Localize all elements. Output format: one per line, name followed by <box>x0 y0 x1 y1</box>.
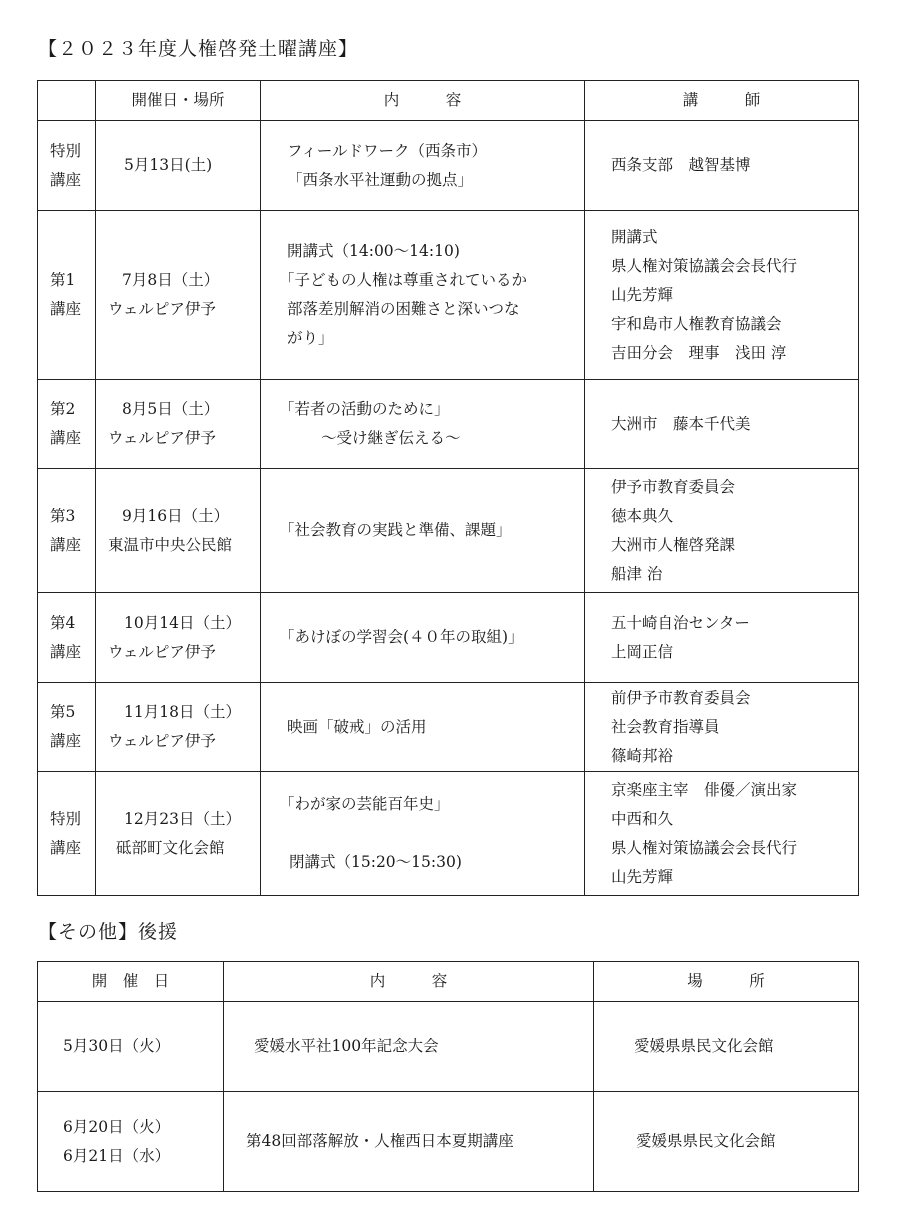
header-content: 内 容 <box>261 81 585 121</box>
lecture-date: 10月14日（土） <box>124 613 241 632</box>
lecture-lecturer: 前伊予市教育委員会 社会教育指導員 篠崎邦裕 <box>585 683 859 772</box>
header-empty <box>38 81 96 121</box>
lecture-date: 11月18日（土） <box>124 703 241 721</box>
table-row <box>38 593 859 683</box>
table-row <box>38 772 859 896</box>
lecture-lecturer: 開講式 県人権対策協議会会長代行 山先芳輝 宇和島市人権教育協議会 吉田分会 理事 浅田 淳 <box>585 211 859 380</box>
table-row <box>38 121 859 211</box>
event-date: 5月30日（火） <box>38 1002 224 1092</box>
event-content: 愛媛水平社100年記念大会 <box>224 1002 594 1092</box>
table-row <box>38 683 859 772</box>
lecture-place: 砥部町文化会館 <box>116 838 225 857</box>
lecture-date-place <box>96 593 261 683</box>
lecture-date: 9月16日（土） <box>122 506 230 525</box>
lecture-label: 第5 講座 <box>38 683 96 772</box>
lecture-date-place <box>96 211 261 380</box>
lecture-place: ウェルピア伊予 <box>108 642 216 661</box>
lecture-label: 第4 講座 <box>38 593 96 683</box>
section-title-seminars: 【２０２３年度人権啓発土曜講座】 <box>38 38 359 60</box>
header-place: 場 所 <box>594 962 859 1002</box>
lecture-content: 「わが家の芸能百年史」 閉講式（15:20～15:30) <box>261 772 585 896</box>
lecture-content: 「社会教育の実践と準備、課題」 <box>261 469 585 593</box>
event-date: 6月20日（火） 6月21日（水） <box>38 1092 224 1192</box>
header-content: 内 容 <box>224 962 594 1002</box>
lecture-lecturer: 京楽座主宰 俳優／演出家 中西和久 県人権対策協議会会長代行 山先芳輝 <box>585 772 859 896</box>
lecture-content: フィールドワーク（西条市） 「西条水平社運動の拠点」 <box>261 121 585 211</box>
lecture-date-place <box>96 772 261 896</box>
lecture-date: 12月23日（土） <box>124 809 241 828</box>
lecture-lecturer: 西条支部 越智基博 <box>585 121 859 211</box>
lecture-place: 東温市中央公民館 <box>108 535 233 554</box>
event-place: 愛媛県県民文化会館 <box>594 1002 859 1092</box>
lecture-place: ウェルピア伊予 <box>108 732 216 750</box>
lecture-label: 第2 講座 <box>38 380 96 469</box>
lecture-label: 特別 講座 <box>38 121 96 211</box>
lecture-label: 特別 講座 <box>38 772 96 896</box>
lecture-date-place <box>96 121 261 211</box>
table-row <box>38 1092 859 1192</box>
lecture-content: 「あけぼの学習会(４０年の取組)」 <box>261 593 585 683</box>
seminar-schedule-table <box>37 80 859 896</box>
table-row <box>38 211 859 380</box>
table-header-row <box>38 81 859 121</box>
lecture-label: 第1 講座 <box>38 211 96 380</box>
lecture-lecturer: 大洲市 藤本千代美 <box>585 380 859 469</box>
lecture-content: 開講式（14:00～14:10) 「子どもの人権は尊重されているか 部落差別解消の困難さと深いつな がり」 <box>261 211 585 380</box>
table-row <box>38 380 859 469</box>
lecture-place: ウェルピア伊予 <box>108 429 216 447</box>
lecture-date-place <box>96 469 261 593</box>
lecture-content: 映画「破戒」の活用 <box>261 683 585 772</box>
header-date-place: 開催日・場所 <box>96 81 261 121</box>
event-place: 愛媛県県民文化会館 <box>594 1092 859 1192</box>
lecture-lecturer: 五十崎自治センター 上岡正信 <box>585 593 859 683</box>
lecture-date-place <box>96 380 261 469</box>
header-lecturer: 講 師 <box>585 81 859 121</box>
lecture-label: 第3 講座 <box>38 469 96 593</box>
event-content: 第48回部落解放・人権西日本夏期講座 <box>224 1092 594 1192</box>
section-title-support: 【その他】後援 <box>38 921 179 943</box>
lecture-date: 5月13日(土) <box>124 156 213 174</box>
table-header-row <box>38 962 859 1002</box>
lecture-place: ウェルピア伊予 <box>108 300 216 318</box>
lecture-date: 8月5日（土） <box>122 400 220 418</box>
table-row <box>38 1002 859 1092</box>
support-events-table <box>37 961 859 1192</box>
lecture-date: 7月8日（土） <box>122 271 220 289</box>
header-date: 開 催 日 <box>38 962 224 1002</box>
lecture-content: 「若者の活動のために」 ～受け継ぎ伝える～ <box>261 380 585 469</box>
lecture-date-place <box>96 683 261 772</box>
lecture-lecturer: 伊予市教育委員会 徳本典久 大洲市人権啓発課 船津 治 <box>585 469 859 593</box>
table-row <box>38 469 859 593</box>
